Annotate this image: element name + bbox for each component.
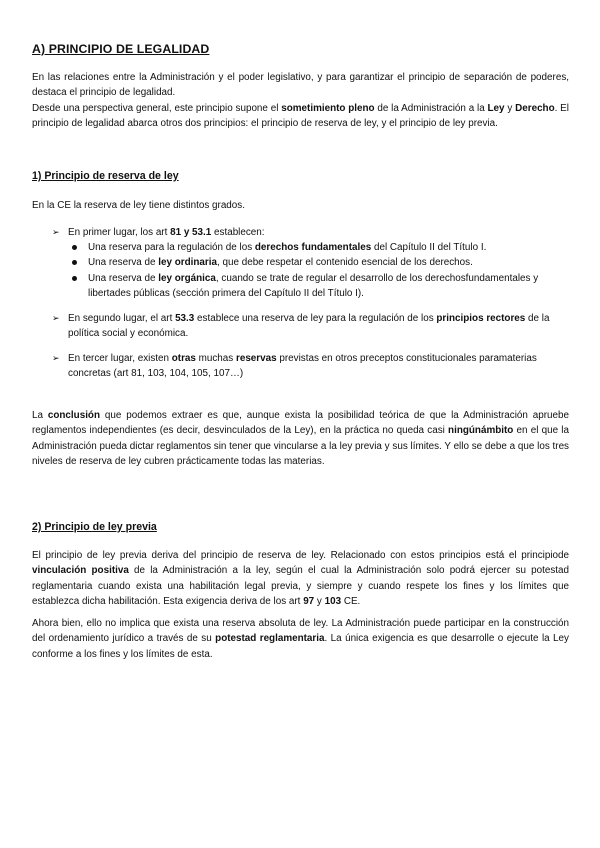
section-2-paragraph-1: El principio de ley previa deriva del principio de reserva de ley. Relacionado con estos principios está el principiode vinculación positiva de la Administración a la ley, según el cual la Administración solo podrá ejercer su potestad reglamentaria cuando exista una habilitación legal previa, y siempre y cuando respete los fines y los límites que establezca dicha habilitación. Esta exigencia deriva de los art 97 y 103 CE. <box>32 550 570 608</box>
section-1-lead: En la CE la reserva de ley tiene distintos grados. <box>32 200 245 211</box>
section-2-heading: 2) Principio de ley previa <box>32 521 157 533</box>
conclusion-paragraph: La conclusión que podemos extraer es que, aunque exista la posibilidad teórica de que la Administración apruebe reglamentos independientes (es decir, desvinculados de la Ley), en la práctica no queda casi ningúnámbito en el que la Administración pueda dictar reglamentos sin tener que vincularse a la ley previa y sus límites. Y ello se debe a que los tres niveles de reserva de ley cubren prácticamente todas las materias. <box>32 410 569 468</box>
bullet-dot-icon <box>72 260 77 265</box>
arrow-bullet-icon: ➢ <box>52 227 60 237</box>
list-item-second: ➢ En segundo lugar, el art 53.3 establece una reserva de ley para la regulación de los principios rectores de la política social y económica. <box>52 313 550 340</box>
section-1-heading: 1) Principio de reserva de ley <box>32 170 179 182</box>
arrow-bullet-icon: ➢ <box>52 353 60 363</box>
bullet-list <box>70 240 570 302</box>
page-title: A) PRINCIPIO DE LEGALIDAD <box>32 42 210 56</box>
bullet-item: Una reserva de ley ordinaria, que debe respetar el contenido esencial de los derechos. <box>70 255 570 270</box>
list-item-third: ➢ En tercer lugar, existen otras muchas reservas previstas en otros preceptos constitucionales paramaterias concretas (art 81, 103, 104, 105, 107…) <box>52 353 537 380</box>
intro-text-1: En las relaciones entre la Administración y el poder legislativo, y para garantizar el principio de separación de poderes, destaca el principio de legalidad. <box>32 72 569 99</box>
bullet-item: Una reserva para la regulación de los derechos fundamentales del Capítulo II del Título I. <box>70 240 570 255</box>
intro-paragraph <box>32 70 569 132</box>
arrow-bullet-icon: ➢ <box>52 313 60 323</box>
intro-text-2: Desde una perspectiva general, este principio supone el sometimiento pleno de la Administración a la Ley y Derecho. El principio de legalidad abarca otros dos principios: el principio de reserva de ley, y el principio de ley previa. <box>32 102 569 130</box>
list-item-first: ➢ En primer lugar, los art 81 y 53.1 establecen: <box>52 225 572 240</box>
bullet-dot-icon <box>72 245 77 250</box>
section-2-paragraph-2: Ahora bien, ello no implica que exista una reserva absoluta de ley. La Administración puede participar en la construcción del ordenamiento jurídico a través de su potestad reglamentaria. La única exigencia es que desarrolle o ejecute la Ley conforme a los fines y los límites de esta. <box>32 618 569 660</box>
bullet-dot-icon <box>72 276 77 281</box>
bullet-item: Una reserva de ley orgánica, cuando se trate de regular el desarrollo de los derechosfundamentales y libertades públicas (sección primera del Capítulo II del Título I). <box>70 271 570 302</box>
